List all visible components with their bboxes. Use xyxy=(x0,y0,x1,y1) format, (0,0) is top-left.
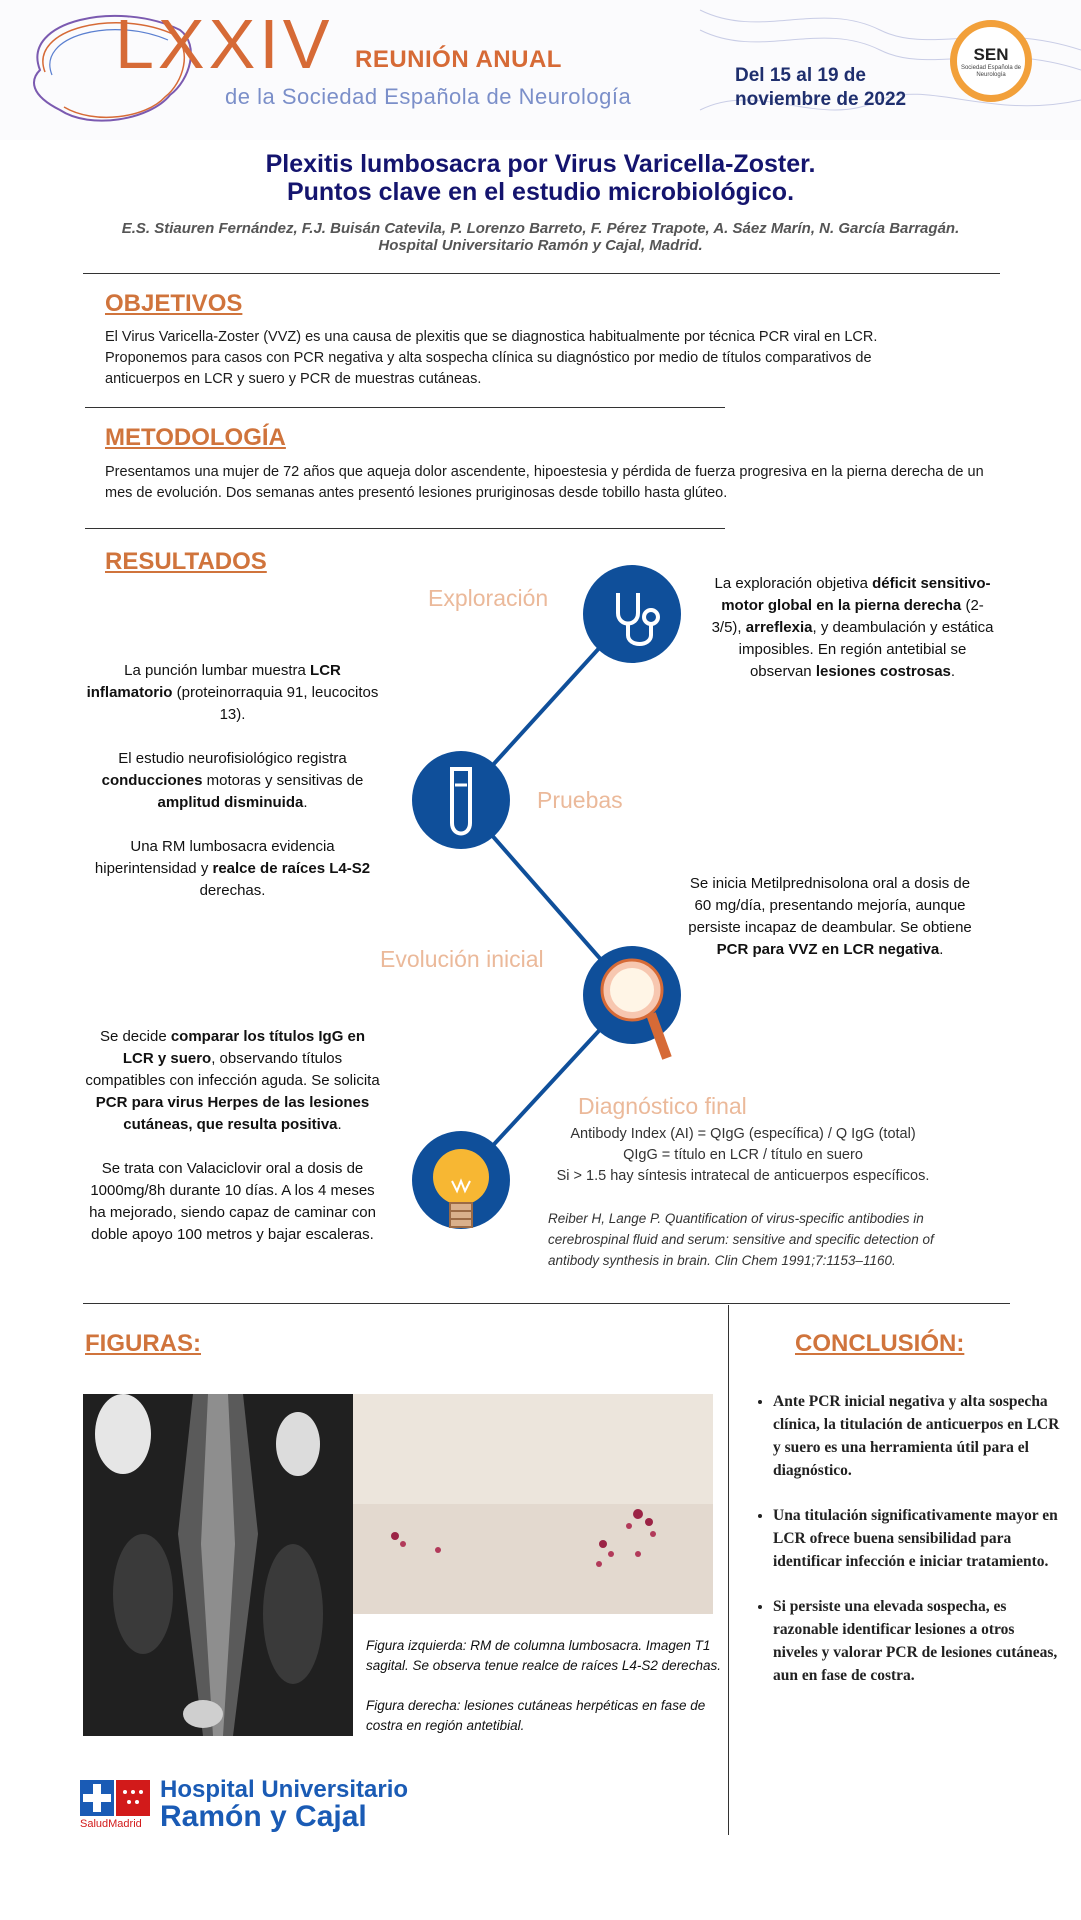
mri-image xyxy=(83,1394,353,1736)
society-name: de la Sociedad Española de Neurología xyxy=(225,84,632,109)
diagnostico-text xyxy=(85,1026,380,1246)
text-run-bold: realce de raíces L4-S2 xyxy=(212,860,371,877)
figure-captions xyxy=(366,1636,726,1736)
conclusion-item: • Si persiste una elevada sospecha, es razonable identificar lesiones a otros niveles y valorar PCR de lesiones cutáneas, aun en fase de costra. xyxy=(773,1595,1063,1687)
text-run: Una RM lumbosacra evidencia hiperintensidad y xyxy=(94,838,335,877)
text-run: (2-3/5), xyxy=(711,597,984,636)
congress-title: REUNIÓN ANUAL xyxy=(355,46,562,73)
pruebas-text xyxy=(85,660,380,902)
text-run-bold: lesiones costrosas xyxy=(815,663,951,680)
metodologia-heading: METODOLOGÍA xyxy=(105,424,286,451)
text-run: El estudio neurofisiológico registra xyxy=(118,750,347,767)
mri-figure xyxy=(83,1394,353,1736)
conclusion-item: • Ante PCR inicial negativa y alta sospecha clínica, la titulación de anticuerpos en LCR y suero es una herramienta útil para el diagnóstico. xyxy=(773,1390,1063,1482)
hospital-name-line2: Ramón y Cajal xyxy=(160,1800,367,1833)
author-affiliation: Hospital Universitario Ramón y Cajal, Madrid. xyxy=(378,237,703,254)
conclusion-heading: CONCLUSIÓN: xyxy=(795,1330,965,1357)
diagnostico-node xyxy=(412,1131,510,1229)
skin-lesion-image xyxy=(353,1394,713,1614)
text-run-bold: conducciones xyxy=(101,772,203,789)
text-run: , y deambulación y estática imposibles. En región antetibial se observan xyxy=(738,619,994,680)
text-run-bold: LCR inflamatorio xyxy=(86,662,341,701)
text-run: La exploración objetiva xyxy=(714,575,873,592)
text-run: derechas. xyxy=(199,882,266,899)
resultados-heading: RESULTADOS xyxy=(105,548,267,575)
evolucion-text xyxy=(685,873,975,961)
text-run: Se inicia Metilprednisolona oral a dosis de 60 mg/día, presentando mejoría, aunque persiste incapaz de deambular. Se obtiene xyxy=(688,875,972,936)
metodologia-text: Presentamos una mujer de 72 años que aqueja dolor ascendente, hipoestesia y pérdida de fuerza progresiva en la pierna derecha de un mes de evolución. Dos semanas antes presentó lesiones pruriginosas desde tobillo hasta glúteo. xyxy=(105,464,984,501)
divider xyxy=(83,1303,1010,1304)
light-bulb-icon xyxy=(412,1131,510,1261)
text-run: La punción lumbar muestra xyxy=(124,662,311,679)
skin-lesion-figure xyxy=(353,1394,713,1614)
objetivos-text: El Virus Varicella-Zoster (VVZ) es una causa de plexitis que se diagnostica habitualmente por técnica PCR viral en LCR. Proponemos para casos con PCR negativa y alta sospecha clínica su diagnóstico por medio de títulos comparativos de anticuerpos en LCR y suero y PCR de muestras cutáneas. xyxy=(105,329,878,387)
text-run-bold: déficit sensitivo-motor global en la pierna derecha xyxy=(721,575,991,614)
poster-title-line1: Plexitis lumbosacra por Virus Varicella-Zoster. xyxy=(265,150,816,178)
text-run: Se decide xyxy=(99,1028,171,1045)
timeline-label-evolucion: Evolución inicial xyxy=(380,946,544,972)
pruebas-paragraph xyxy=(85,748,380,814)
caption-left: Figura izquierda: RM de columna lumbosacra. Imagen T1 sagital. Se observa tenue realce de raíces L4-S2 derechas. xyxy=(366,1638,721,1673)
test-tube-icon xyxy=(412,751,510,849)
vertical-divider xyxy=(728,1305,729,1835)
salud-madrid-logo xyxy=(80,1780,150,1816)
text-run-bold: PCR para virus Herpes de las lesiones cutáneas, que resulta positiva xyxy=(95,1094,370,1133)
exploracion-text xyxy=(710,573,995,683)
madrid-flag-icon xyxy=(80,1780,150,1816)
exploracion-node xyxy=(583,565,681,663)
pruebas-paragraph xyxy=(85,660,380,726)
congress-number: LXXIV xyxy=(115,5,334,83)
formula-line: Antibody Index (AI) = QIgG (específica) / Q IgG (total) xyxy=(570,1126,916,1142)
timeline-label-exploracion: Exploración xyxy=(428,585,549,611)
evolucion-node xyxy=(583,946,681,1044)
conclusion-item: • Una titulación significativamente mayor en LCR ofrece buena sensibilidad para identificar infección e iniciar tratamiento. xyxy=(773,1504,1063,1573)
sen-logo-subtext: Sociedad Española de Neurología xyxy=(960,65,1022,78)
text-run-bold: arreflexia xyxy=(745,619,813,636)
salud-madrid-text: SaludMadrid xyxy=(80,1818,142,1830)
text-run: . xyxy=(939,941,944,958)
stethoscope-icon xyxy=(583,565,681,663)
text-run: (proteinorraquia 91, leucocitos 13). xyxy=(172,684,379,723)
text-run-bold: PCR para VVZ en LCR negativa xyxy=(716,941,940,958)
figuras-heading: FIGURAS: xyxy=(85,1330,201,1357)
text-run: . xyxy=(337,1116,342,1133)
reference-citation: Reiber H, Lange P. Quantification of virus-specific antibodies in cerebrospinal fluid and serum: sensitive and specific detection of antibody synthesis in brain. Clin Chem 1991;7:1153–1160. xyxy=(548,1211,934,1268)
formula-line: Si > 1.5 hay síntesis intratecal de anticuerpos específicos. xyxy=(556,1168,930,1184)
diagnostico-paragraph xyxy=(85,1026,380,1136)
text-run-bold: comparar los títulos IgG en LCR y suero xyxy=(122,1028,366,1067)
text-run: . xyxy=(303,794,308,811)
hospital-name-line1: Hospital Universitario xyxy=(160,1776,409,1803)
objetivos-heading: OBJETIVOS xyxy=(105,290,243,317)
author-names: E.S. Stiauren Fernández, F.J. Buisán Catevila, P. Lorenzo Barreto, F. Pérez Trapote, A. Sáez Marín, N. García Barragán. xyxy=(121,220,960,237)
timeline-label-diagnostico: Diagnóstico final xyxy=(578,1093,747,1119)
text-run-bold: amplitud disminuida xyxy=(157,794,304,811)
timeline-label-pruebas: Pruebas xyxy=(537,787,623,813)
pruebas-paragraph xyxy=(85,836,380,902)
text-run: . xyxy=(950,663,956,680)
formula-line: QIgG = título en LCR / título en suero xyxy=(623,1147,863,1163)
text-run: motoras y sensitivas de xyxy=(202,772,364,789)
text-run: , observando títulos compatibles con infección aguda. Se solicita xyxy=(85,1050,380,1089)
congress-dates: Del 15 al 19 de noviembre de 2022 xyxy=(735,65,907,110)
conclusion-list xyxy=(755,1390,1063,1709)
caption-right: Figura derecha: lesiones cutáneas herpéticas en fase de costra en región antetibial. xyxy=(366,1698,706,1733)
pruebas-node xyxy=(412,751,510,849)
antibody-index-formula xyxy=(548,1124,938,1187)
sen-logo-text: SEN xyxy=(973,45,1009,64)
poster-title-line2: Puntos clave en el estudio microbiológico. xyxy=(286,178,795,206)
magnifying-glass-icon xyxy=(583,946,681,1066)
diagnostico-paragraph: Se trata con Valaciclovir oral a dosis de 1000mg/8h durante 10 días. A los 4 meses ha mejorado, siendo capaz de caminar con doble apoyo 100 metros y bajar escaleras. xyxy=(89,1160,376,1243)
